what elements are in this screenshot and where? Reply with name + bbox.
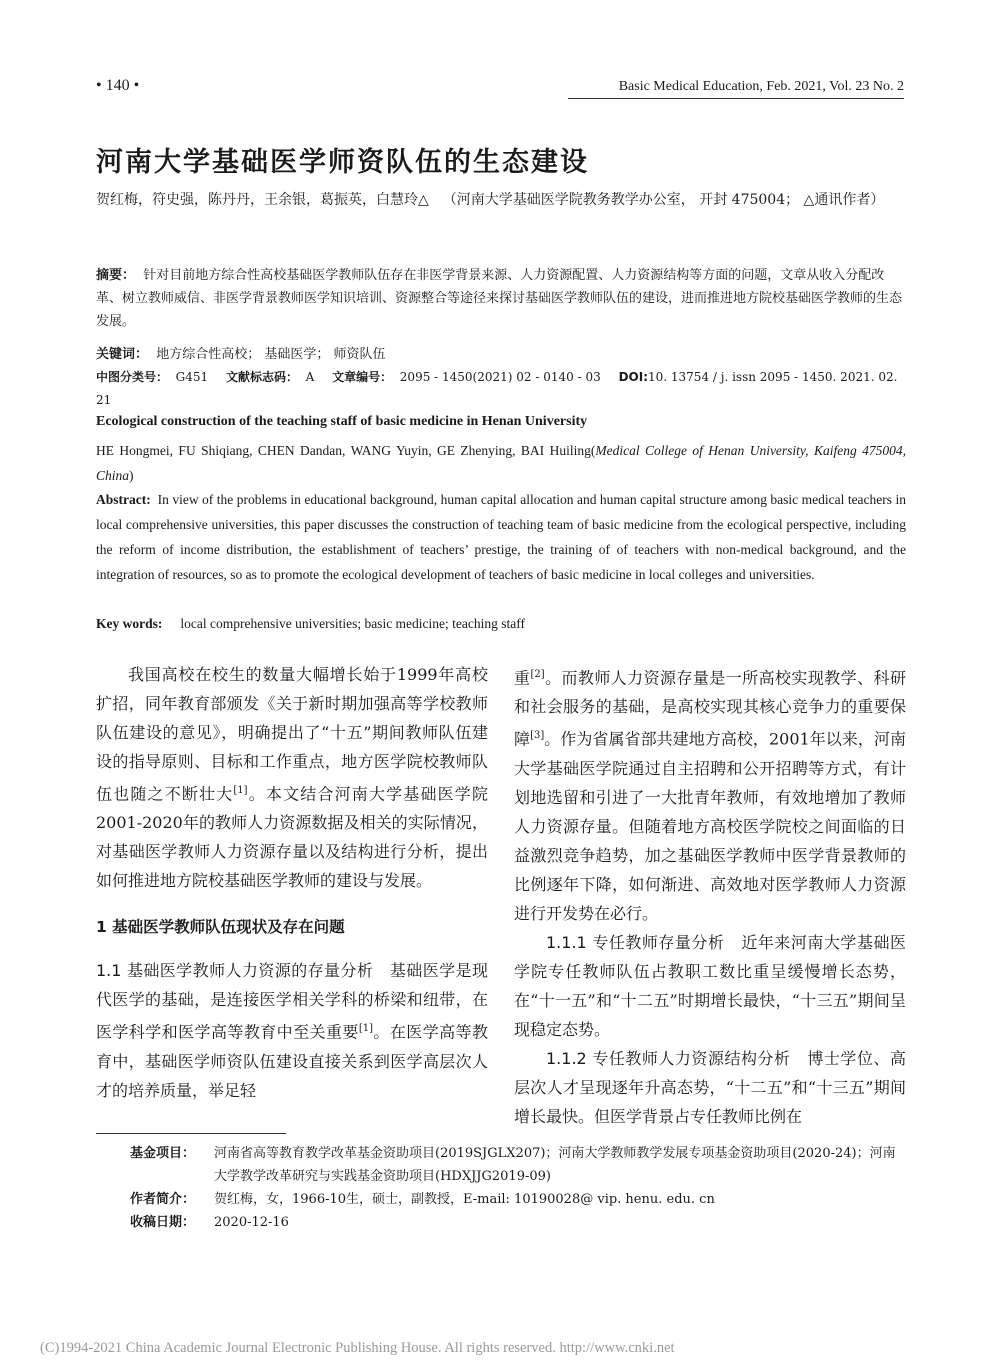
abstract-cn-label: 摘要：	[96, 268, 136, 283]
author-bio-label: 作者简介：	[130, 1192, 196, 1207]
subsection-1-1-heading: 1.1 基础医学教师人力资源的存量分析	[96, 961, 374, 981]
fund-label: 基金项目：	[130, 1146, 196, 1161]
doc-code-value: A	[305, 370, 315, 384]
page-title: 河南大学基础医学师资队伍的生态建设	[96, 147, 589, 178]
author-names: 贺红梅，符史强，陈丹丹，王余银，葛振英，白慧玲△	[96, 192, 429, 208]
english-authors-close: )	[129, 468, 134, 483]
english-affiliation: Medical College of Henan University, Kaifeng 475004, China	[96, 443, 906, 483]
citation: [3]	[530, 730, 545, 742]
received-date-label: 收稿日期：	[130, 1215, 196, 1230]
doi-label: DOI:	[618, 370, 648, 384]
english-title: Ecological construction of the teaching staff of basic medicine in Henan University	[96, 414, 588, 429]
author-line	[96, 188, 906, 212]
subsection-1-1-text: 基础医学是现代医学的基础，是连接医学相关学科的桥梁和纽带，在医学科学和医学高等教育中至关重要	[96, 961, 488, 1042]
article-no-value: 2095 - 1450(2021) 02 - 0140 - 03	[399, 370, 601, 384]
continued-paragraph	[514, 660, 906, 928]
intro-text: 我国高校在校生的数量大幅增长始于1999年高校扩招，同年教育部颁发《关于新时期加强高等学校教师队伍建设的意见》，明确提出了“十五”期间教师队伍建设的指导原则、目标和工作重点，地方医学院校教师队伍也随之不断壮大	[96, 665, 488, 804]
footnote-date	[130, 1211, 906, 1234]
section-heading-1: 1 基础医学教师队伍现状及存在问题	[96, 918, 345, 937]
subsection-1-1-text-2: 。在医学高等教育中，基础医学师资队伍建设直接关系到医学高层次人才的培养质量，举足轻	[96, 1022, 488, 1100]
fund-text: 河南省高等教育教学改革基金资助项目(2019SJGLX207)；河南大学教师教学发展专项基金资助项目(2020-24)；河南大学教学改革研究与实践基金资助项目(HDXJJG2019-09)	[214, 1146, 896, 1184]
citation: [1]	[358, 1023, 373, 1035]
keywords-cn-label: 关键词：	[96, 347, 149, 362]
english-abstract-label: Abstract:	[96, 492, 151, 507]
english-abstract	[96, 487, 906, 587]
article-no-label: 文章编号：	[332, 370, 393, 384]
citation: [2]	[530, 669, 545, 680]
abstract-cn	[96, 264, 906, 333]
continued-text: 重	[514, 668, 531, 688]
subsection-1-1-2	[514, 1044, 906, 1131]
english-author-names: HE Hongmei, FU Shiqiang, CHEN Dandan, WANG Yuyin, GE Zhenying, BAI Huiling(	[96, 443, 596, 458]
copyright-watermark: (C)1994-2021 China Academic Journal Electronic Publishing House. All rights reserved. http://www.cnki.net	[40, 1340, 675, 1356]
subsection-1-1	[96, 956, 488, 1104]
author-affiliation: （河南大学基础医学院教务教学办公室， 开封 475004； △通讯作者）	[442, 192, 885, 208]
footnote-fund	[130, 1142, 906, 1188]
intro-paragraph	[96, 660, 488, 895]
subsection-1-1-1	[514, 928, 906, 1044]
header-rule	[568, 98, 904, 99]
received-date-text: 2020-12-16	[214, 1215, 289, 1230]
intro-text-end: 。本文结合河南大学基础医学院2001-2020年的教师人力资源数据及相关的实际情况，对基础医学教师人力资源存量以及结构进行分析，提出如何推进地方院校基础医学教师的建设与发展。	[96, 784, 488, 891]
continued-text-3: 。作为省属省部共建地方高校，2001年以来，河南大学基础医学院通过自主招聘和公开招聘等方式，有计划地选留和引进了一大批青年教师，有效地增加了教师人力资源存量。但随着地方高校医学院校之间面临的日益激烈竞争趋势，加之基础医学教师中医学背景教师的比例逐年下降，如何渐进、高效地对医学教师人力资源进行开发势在必行。	[514, 729, 906, 923]
journal-running-head: Basic Medical Education, Feb. 2021, Vol. 23 No. 2	[618, 79, 904, 94]
keywords-cn	[96, 343, 906, 366]
english-authors	[96, 438, 906, 488]
doc-code-label: 文献标志码：	[225, 370, 298, 384]
body-column-left	[96, 660, 488, 1105]
english-keywords-label: Key words:	[96, 616, 163, 631]
subsection-1-1-2-heading: 1.1.2 专任教师人力资源结构分析	[546, 1048, 791, 1068]
classification-line	[96, 366, 906, 412]
page-number: • 140 •	[96, 77, 140, 94]
citation: [1]	[233, 785, 248, 796]
keywords-cn-text: 地方综合性高校； 基础医学； 师资队伍	[156, 347, 386, 362]
subsection-1-1-2-text: 博士学位、高层次人才呈现逐年升高态势，“十二五”和“十三五”期间增长最快。但医学背景占专任教师比例在	[514, 1048, 906, 1126]
continued-text-2: 。而教师人力资源存量是一所高校实现教学、科研和社会服务的基础，是高校实现其核心竞争力的重要保障	[514, 668, 906, 749]
abstract-cn-text: 针对目前地方综合性高校基础医学教师队伍存在非医学背景来源、人力资源配置、人力资源结构等方面的问题，文章从收入分配改革、树立教师威信、非医学背景教师医学知识培训、资源整合等途径来探讨基础医学教师队伍的建设，进而推进地方院校基础医学教师的生态发展。	[96, 268, 903, 329]
footnotes	[130, 1142, 906, 1234]
body-column-right	[514, 660, 906, 1131]
author-bio-text: 贺红梅，女，1966-10生，硕士，副教授，E-mail: 10190028@ vip. henu. edu. cn	[214, 1192, 715, 1207]
english-keywords	[96, 611, 906, 636]
footnote-rule	[96, 1133, 286, 1134]
subsection-1-1-1-text: 近年来河南大学基础医学院专任教师队伍占教职工数比重呈缓慢增长态势，在“十一五”和“十二五”时期增长最快，“十三五”期间呈现稳定态势。	[514, 932, 906, 1039]
doi-value: 10. 13754 / j. issn 2095 - 1450. 2021. 02. 21	[96, 370, 898, 407]
footnote-author	[130, 1188, 906, 1211]
english-abstract-text: In view of the problems in educational background, human capital allocation and human capital structure among basic medical teachers in local comprehensive universities, this paper discusses the construction of teaching team of basic medicine from the ecological perspective, including the reform of income distribution, the establishment of teachers’ prestige, the training of of teachers with non-medical background, and the integration of resources, so as to promote the ecological development of teachers of basic medicine in local colleges and universities.	[96, 492, 906, 582]
clc-label: 中图分类号：	[96, 370, 169, 384]
english-keywords-text: local comprehensive universities; basic medicine; teaching staff	[180, 616, 526, 631]
clc-value: G451	[175, 370, 209, 384]
subsection-1-1-1-heading: 1.1.1 专任教师存量分析	[546, 932, 725, 952]
